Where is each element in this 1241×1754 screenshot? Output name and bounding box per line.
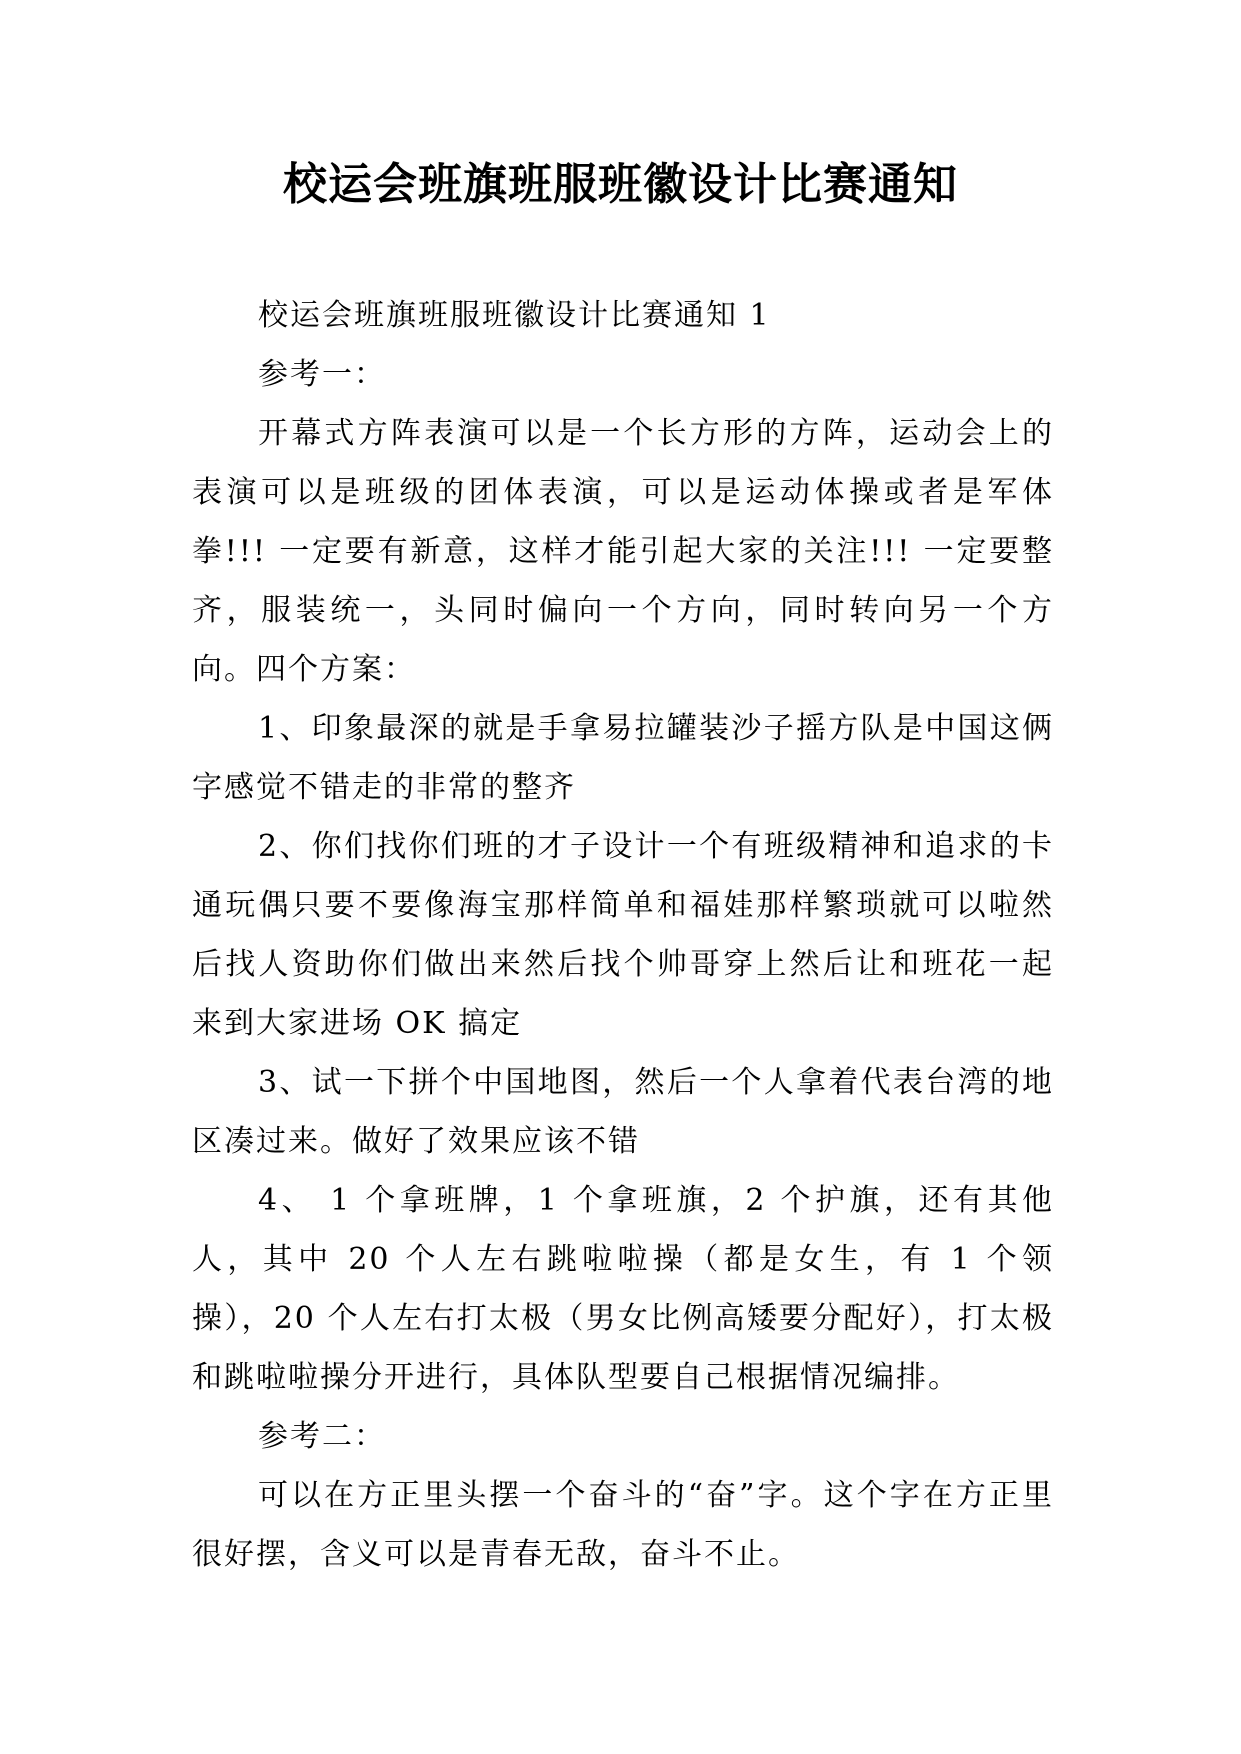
paragraph-plan-2: 2、你们找你们班的才子设计一个有班级精神和追求的卡通玩偶只要不要像海宝那样简单和福娃那样繁琐就可以啦然后找人资助你们做出来然后找个帅哥穿上然后让和班花一起来到大家进场 OK 搞定: [192, 829, 1054, 1041]
paragraph-reference-two-body: 可以在方正里头摆一个奋斗的“奋”字。这个字在方正里很好摆，含义可以是青春无敌，奋斗不止。: [192, 1478, 1054, 1572]
paragraph-reference-two-heading: 参考二：: [258, 1419, 386, 1454]
document-body: [192, 286, 1054, 1584]
document-title: 校运会班旗班服班徽设计比赛通知: [283, 159, 958, 210]
paragraph-subtitle: 校运会班旗班服班徽设计比赛通知 1: [258, 298, 771, 333]
paragraph-plan-4: 4、 1 个拿班牌，1 个拿班旗，2 个护旗，还有其他人，其中 20 个人左右跳啦啦操（都是女生，有 1 个领操），20 个人左右打太极（男女比例高矮要分配好），打太极和跳啦啦操分开进行，具体队型要自己根据情况编排。: [192, 1183, 1054, 1395]
paragraph-plan-1: 1、印象最深的就是手拿易拉罐装沙子摇方队是中国这俩字感觉不错走的非常的整齐: [192, 711, 1054, 805]
paragraph-reference-one-heading: 参考一：: [258, 357, 386, 392]
paragraph-intro: 开幕式方阵表演可以是一个长方形的方阵，运动会上的表演可以是班级的团体表演，可以是运动体操或者是军体拳!!! 一定要有新意，这样才能引起大家的关注!!! 一定要整齐，服装统一，头同时偏向一个方向，同时转向另一个方向。四个方案：: [192, 416, 1054, 687]
paragraph-plan-3: 3、试一下拼个中国地图，然后一个人拿着代表台湾的地区凑过来。做好了效果应该不错: [192, 1065, 1054, 1159]
